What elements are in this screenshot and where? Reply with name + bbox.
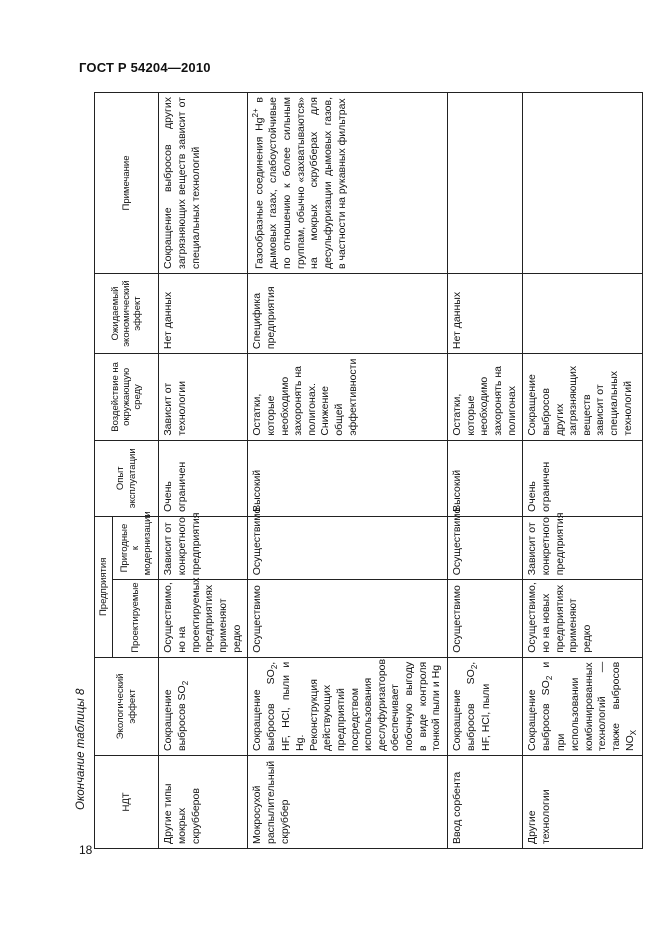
cell-impact: Сокращение выбросов других загрязняющих веществ зависит от специальных технологий [523, 354, 643, 441]
cell-ndt: Другие типы мокрых скрубберов [159, 755, 248, 848]
cell-economic: Специфика предприятия [248, 273, 448, 353]
header-experience: Опыт эксплуатации [95, 440, 159, 516]
header-impact: Воздействие на окружающую среду [95, 354, 159, 441]
header-notes: Примечание [95, 93, 159, 274]
cell-experience: Очень ограничен [159, 440, 248, 516]
cell-modernization: Осуществимо [448, 516, 523, 579]
cell-impact: Остатки, которые необходимо захоронять на полигонах. Снижение общей эффективности [248, 354, 448, 441]
cell-effect: Сокращение выбросов $SO_2$ и при использовании комбинированных технологий — также выбросов $NO_X$ [523, 657, 643, 755]
cell-impact: Зависит от технологии [159, 354, 248, 441]
cell-experience: Очень ограничен [523, 440, 643, 516]
cell-notes: Газообразные соединения $Hg^{2+}$ в дымовых газах, слабоустойчивые по отношению к более сильным группам, обычно «захватываются» на мокрых скрубберах для десульфуризации дымовых газов, в частности на рукавных фильтрах [248, 93, 448, 274]
cell-notes [448, 93, 523, 274]
ndt-table [94, 92, 643, 849]
cell-designed: Осуществимо [248, 580, 448, 658]
table-row [523, 93, 643, 849]
cell-economic [523, 273, 643, 353]
header-effect: Экологический эффект [95, 657, 159, 755]
cell-designed: Осуществимо [448, 580, 523, 658]
cell-ndt: Другие технологии [523, 755, 643, 848]
cell-ndt: Мокросухой распылительный скруббер [248, 755, 448, 848]
cell-economic: Нет данных [448, 273, 523, 353]
cell-notes: Сокращение выбросов других загрязняющих веществ зависит от специальных технологий [159, 93, 248, 274]
cell-economic: Нет данных [159, 273, 248, 353]
table-row [448, 93, 523, 849]
cell-designed: Осуществимо, но на новых предприятиях применяют редко [523, 580, 643, 658]
cell-ndt: Ввод сорбента [448, 755, 523, 848]
table-row [248, 93, 448, 849]
document-header: ГОСТ Р 54204—2010 [79, 60, 211, 75]
table-row [159, 93, 248, 849]
cell-effect: Сокращение выбросов $SO_2$ [159, 657, 248, 755]
cell-designed: Осуществимо, но на проектируемых предприятиях применяют редко [159, 580, 248, 658]
cell-experience: Высокий [248, 440, 448, 516]
header-enterprises: Предприятия [95, 516, 113, 657]
cell-modernization: Зависит от конкретного предприятия [523, 516, 643, 579]
cell-impact: Остатки, которые необходимо захоронять на полигонах [448, 354, 523, 441]
rotated-table-container [94, 92, 638, 849]
header-ndt: НДТ [95, 755, 159, 848]
header-modernization: Пригодные к модернизации [113, 516, 159, 579]
cell-notes [523, 93, 643, 274]
header-designed: Проектируемые [113, 580, 159, 658]
cell-modernization: Осуществимо [248, 516, 448, 579]
cell-modernization: Зависит от конкретного предприятия [159, 516, 248, 579]
page-number: 18 [79, 843, 93, 857]
header-economic: Ожидаемый экономический эффект [95, 273, 159, 353]
cell-experience: Высокий [448, 440, 523, 516]
table-caption: Окончание таблицы 8 [75, 688, 87, 810]
cell-effect: Сокращение выбросов $SO_2$, HF, HCl, пыли и Hg. Реконструкция действующих предприятий посредством использования деслуфуризаторов обеспечивает побочную выгоду в виде контроля тонкой пыли и Hg [248, 657, 448, 755]
cell-effect: Сокращение выбросов $SO_2$, HF, HCl, пыли [448, 657, 523, 755]
